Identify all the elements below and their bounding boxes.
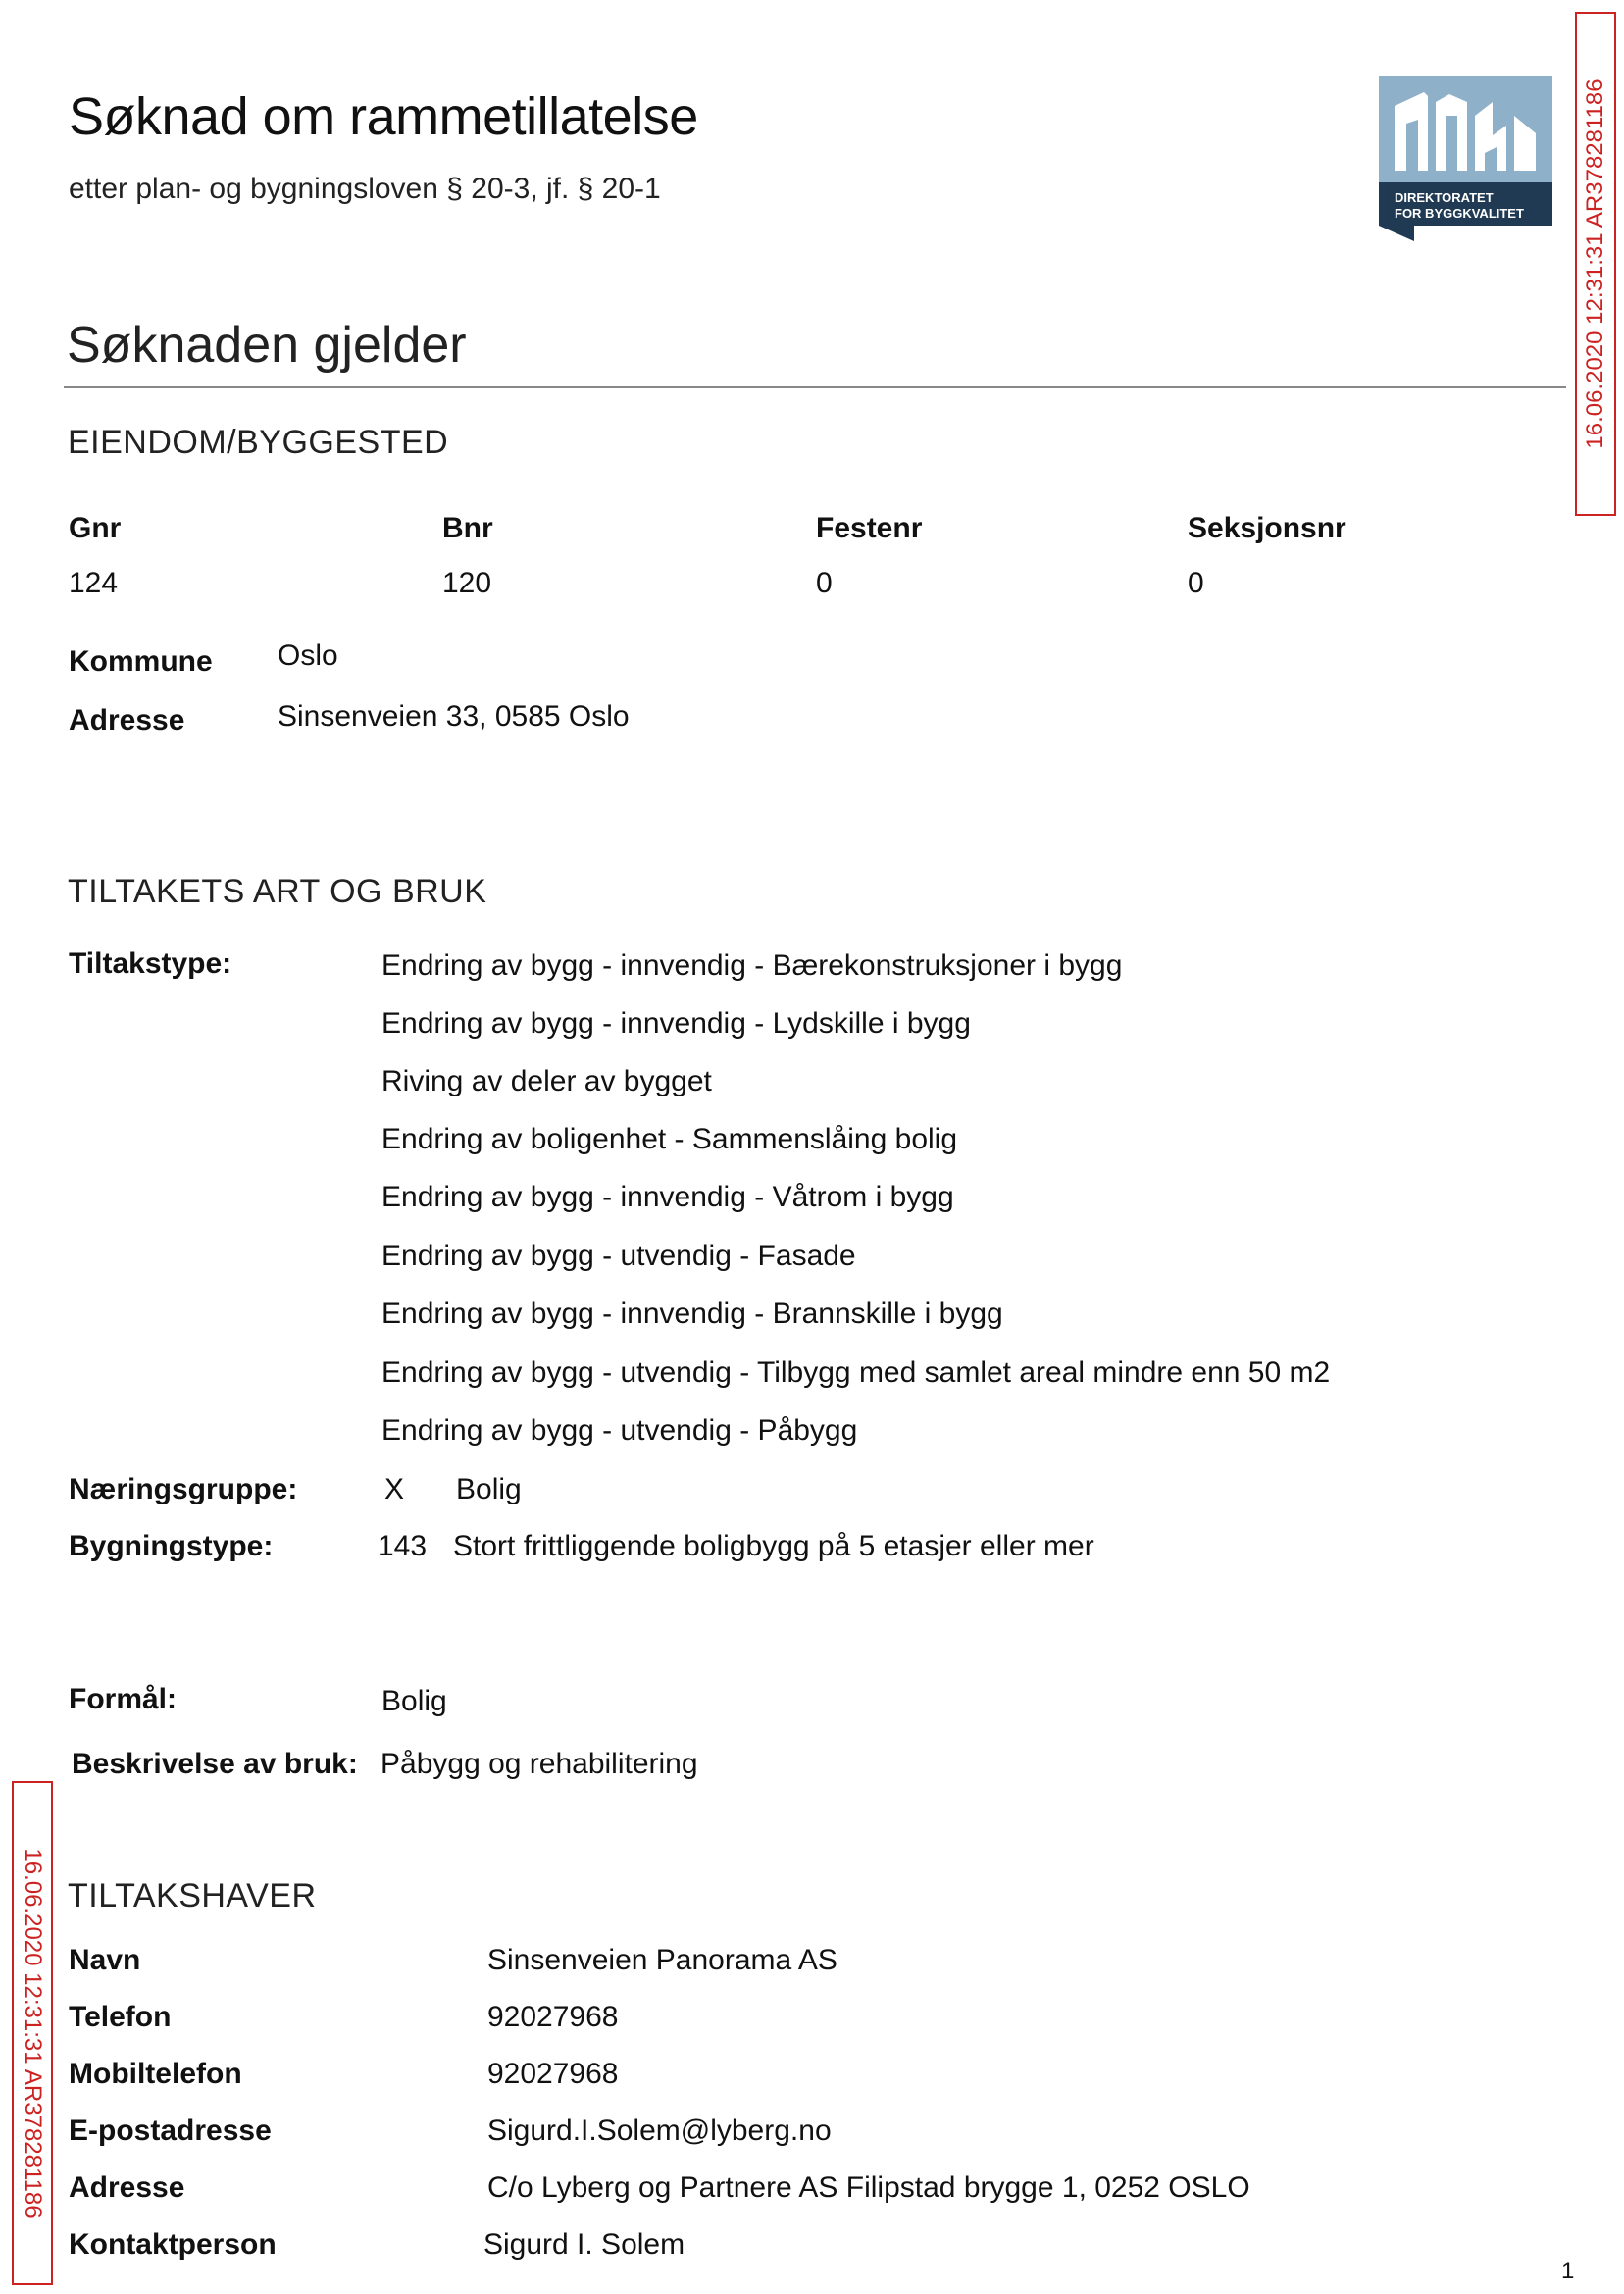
navn-label: Navn [69,1944,141,1976]
tiltakshaver-adresse-label: Adresse [69,2171,185,2204]
kontaktperson-value: Sigurd I. Solem [483,2228,685,2261]
archive-stamp-text: 16.06.2020 12:31:31 AR378281186 [1582,78,1608,449]
telefon-value: 92027968 [487,2001,619,2033]
naeringsgruppe-code: X [384,1473,405,1505]
bygningstype-value: Stort frittliggende boligbygg på 5 etasjer eller mer [453,1530,1094,1562]
naeringsgruppe-label: Næringsgruppe: [69,1473,298,1505]
telefon-label: Telefon [69,2001,172,2033]
tiltakstype-item: Endring av boligenhet - Sammenslåing bolig [381,1123,958,1155]
tiltakstype-item: Riving av deler av bygget [381,1065,712,1097]
naeringsgruppe-value: Bolig [456,1473,522,1505]
festenr-value: 0 [816,567,833,599]
section-divider [64,386,1566,388]
bnr-value: 120 [442,567,492,599]
kommune-label: Kommune [69,645,213,678]
section-title: Søknaden gjelder [67,317,467,374]
mobiltelefon-label: Mobiltelefon [69,2058,242,2090]
epost-label: E-postadresse [69,2115,272,2147]
tiltakstype-item: Endring av bygg - utvendig - Påbygg [381,1414,858,1447]
page-subtitle: etter plan- og bygningsloven § 20-3, jf. § 20-1 [69,173,661,205]
beskrivelse-label: Beskrivelse av bruk: [72,1748,358,1780]
kontaktperson-label: Kontaktperson [69,2228,277,2261]
navn-value: Sinsenveien Panorama AS [487,1944,837,1976]
kommune-value: Oslo [278,639,338,672]
gnr-label: Gnr [69,512,122,544]
logo-text-line2: FOR BYGGKVALITET [1395,206,1524,221]
archive-stamp-left [12,1781,53,2285]
epost-value: Sigurd.I.Solem@lyberg.no [487,2115,832,2147]
dibk-logo-graphic [1379,76,1552,241]
bygningstype-label: Bygningstype: [69,1530,274,1562]
archive-stamp-text: 16.06.2020 12:31:31 AR378281186 [20,1848,46,2218]
formal-value: Bolig [381,1685,447,1717]
seksjonsnr-value: 0 [1188,567,1204,599]
archive-stamp-right [1575,12,1616,516]
tiltakstype-item: Endring av bygg - innvendig - Brannskille i bygg [381,1298,1003,1330]
tiltakshaver-heading: TILTAKSHAVER [68,1877,317,1914]
festenr-label: Festenr [816,512,923,544]
bygningstype-code: 143 [378,1530,428,1562]
formal-label: Formål: [69,1683,178,1715]
property-heading: EIENDOM/BYGGESTED [68,424,449,461]
seksjonsnr-label: Seksjonsnr [1188,512,1346,544]
tiltakstype-item: Endring av bygg - innvendig - Lydskille i bygg [381,1007,971,1040]
tiltakstype-item: Endring av bygg - innvendig - Bærekonstruksjoner i bygg [381,949,1123,982]
gnr-value: 124 [69,567,119,599]
tiltakstype-item: Endring av bygg - utvendig - Tilbygg med samlet areal mindre enn 50 m2 [381,1356,1331,1389]
page-number: 1 [1561,2258,1575,2284]
tiltakshaver-adresse-value: C/o Lyberg og Partnere AS Filipstad brygge 1, 0252 OSLO [487,2171,1250,2204]
tiltakstype-label: Tiltakstype: [69,947,232,980]
dibk-logo [1379,76,1552,241]
logo-text-line1: DIREKTORATET [1395,190,1494,205]
beskrivelse-value: Påbygg og rehabilitering [381,1748,698,1780]
tiltak-heading: TILTAKETS ART OG BRUK [68,873,487,910]
page-title: Søknad om rammetillatelse [69,87,698,146]
tiltakstype-item: Endring av bygg - innvendig - Våtrom i bygg [381,1181,954,1213]
tiltakstype-item: Endring av bygg - utvendig - Fasade [381,1240,856,1272]
adresse-label: Adresse [69,704,185,737]
mobiltelefon-value: 92027968 [487,2058,619,2090]
bnr-label: Bnr [442,512,493,544]
adresse-value: Sinsenveien 33, 0585 Oslo [278,700,630,733]
